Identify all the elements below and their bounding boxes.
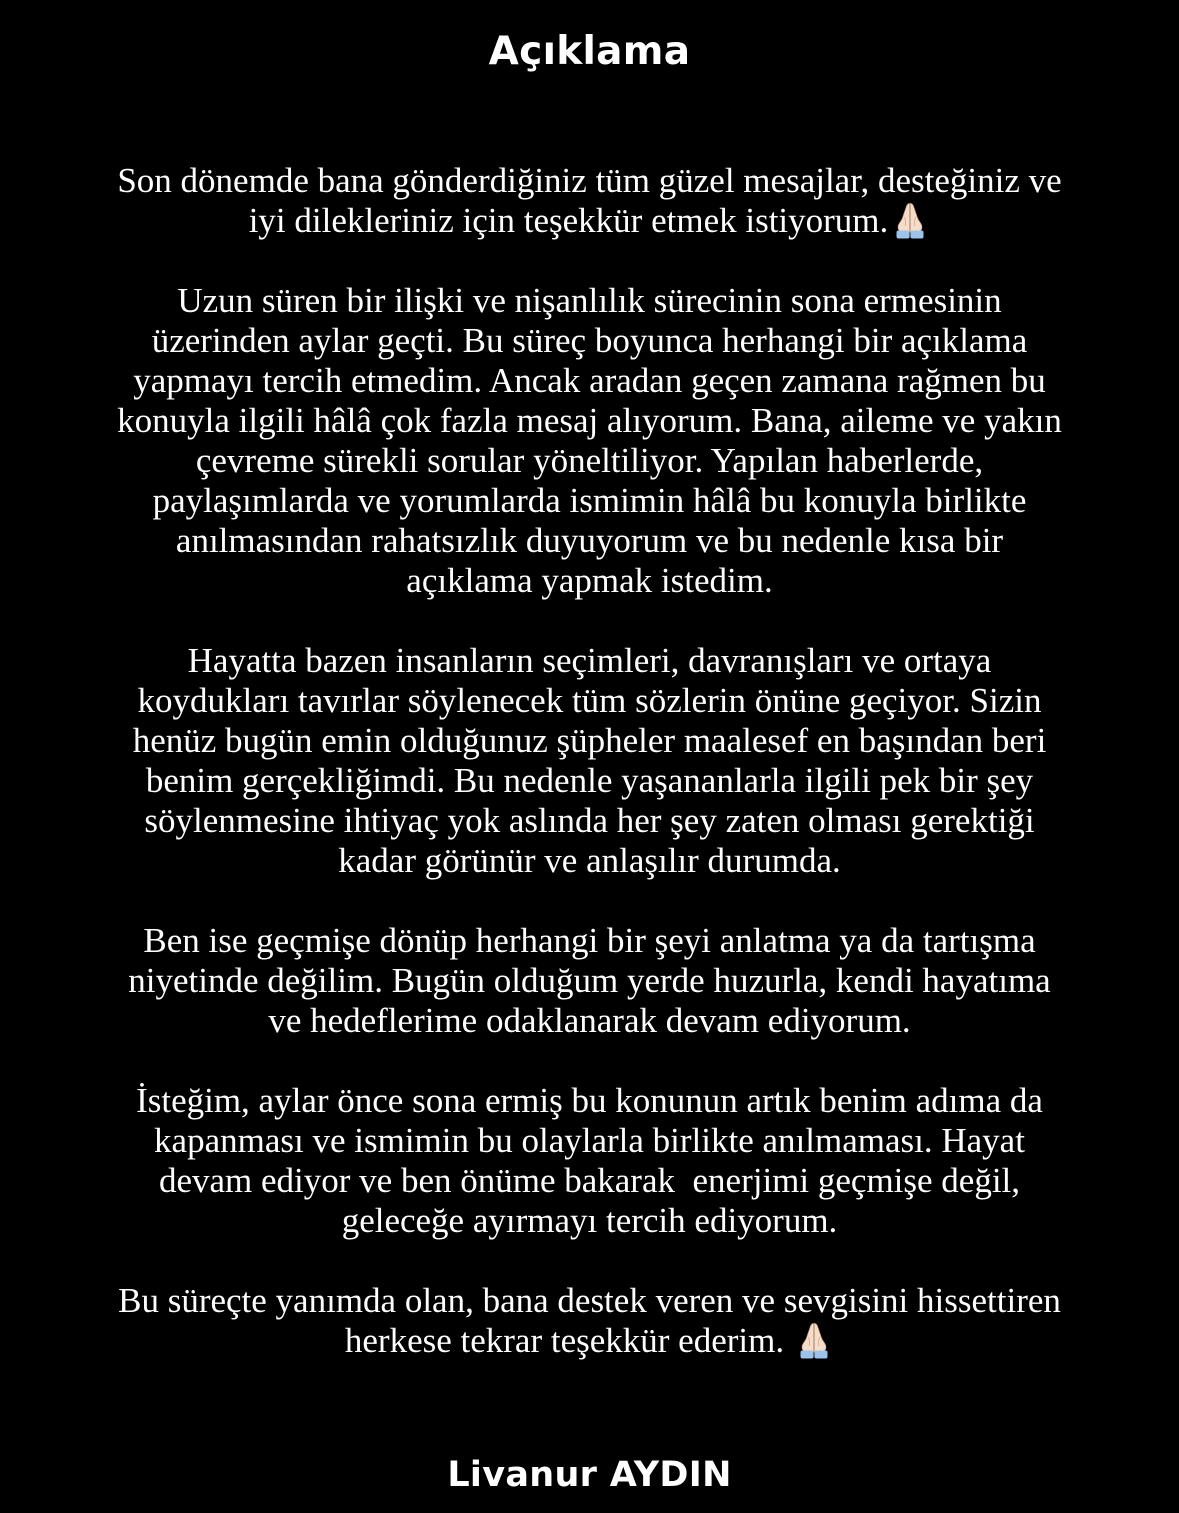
text-line: koydukları tavırlar söylenecek tüm sözlerin önüne geçiyor. Sizin: [137, 681, 1042, 720]
text-line: devam ediyor ve ben önüme bakarak enerjimi geçmişe değil,: [158, 1161, 1021, 1200]
text-line: Son dönemde bana gönderdiğiniz tüm güzel mesajlar, desteğiniz ve: [117, 161, 1062, 200]
text-line: konuyla ilgili hâlâ çok fazla mesaj alıyorum. Bana, aileme ve yakın: [117, 401, 1062, 440]
text-line: söylenmesine ihtiyaç yok aslında her şey zaten olması gerektiği: [144, 801, 1035, 840]
text-line: niyetinde değilim. Bugün olduğum yerde huzurla, kendi hayatıma: [128, 961, 1051, 1000]
text-line: açıklama yapmak istedim.: [406, 561, 773, 600]
text-line: henüz bugün emin olduğunuz şüpheler maalesef en başından beri: [132, 721, 1047, 760]
text-line: çevreme sürekli sorular yöneltiliyor. Yapılan haberlerde,: [195, 441, 984, 480]
text-line: Bu süreçte yanımda olan, bana destek veren ve sevgisini hissettiren: [118, 1281, 1061, 1320]
signature: Livanur AYDIN: [447, 1455, 732, 1495]
text-line: Ben ise geçmişe dönüp herhangi bir şeyi anlatma ya da tartışma: [143, 921, 1036, 960]
text-line: üzerinden aylar geçti. Bu süreç boyunca herhangi bir açıklama: [151, 321, 1028, 360]
folded-hands-icon: [890, 201, 930, 241]
paragraph-3: [0, 641, 1179, 881]
text-line: Uzun süren bir ilişki ve nişanlılık sürecinin sona ermesinin: [177, 281, 1002, 320]
text-line: geleceğe ayırmayı tercih ediyorum.: [341, 1201, 838, 1240]
statement-body: [0, 161, 1179, 1361]
text-line: kadar görünür ve anlaşılır durumda.: [338, 841, 841, 880]
text-line: yapmayı tercih etmedim. Ancak aradan geçen zamana rağmen bu: [133, 361, 1046, 400]
paragraph-2: [0, 281, 1179, 601]
folded-hands-icon: [794, 1321, 834, 1361]
page-title: Açıklama: [488, 29, 691, 74]
text-line: Hayatta bazen insanların seçimleri, davranışları ve ortaya: [187, 641, 992, 680]
text-line: kapanması ve ismimin bu olaylarla birlikte anılmaması. Hayat: [154, 1121, 1025, 1160]
paragraph-5: [0, 1081, 1179, 1241]
paragraph-1: [0, 161, 1179, 241]
paragraph-6: [0, 1281, 1179, 1361]
text-line: ve hedeflerime odaklanarak devam ediyorum.: [268, 1001, 911, 1040]
text-line-content: iyi dilekleriniz için teşekkür etmek istiyorum.: [248, 201, 889, 240]
text-line: benim gerçekliğimdi. Bu nedenle yaşananlarla ilgili pek bir şey: [145, 761, 1034, 800]
text-line: paylaşımlarda ve yorumlarda ismimin hâlâ bu konuyla birlikte: [152, 481, 1027, 520]
text-line: anılmasından rahatsızlık duyuyorum ve bu nedenle kısa bir: [175, 521, 1004, 560]
text-line: [0, 1321, 1179, 1361]
paragraph-4: [0, 921, 1179, 1041]
text-line: İsteğim, aylar önce sona ermiş bu konunun artık benim adıma da: [136, 1081, 1043, 1120]
text-line: [0, 201, 1179, 241]
text-line-content: herkese tekrar teşekkür ederim.: [344, 1321, 785, 1360]
